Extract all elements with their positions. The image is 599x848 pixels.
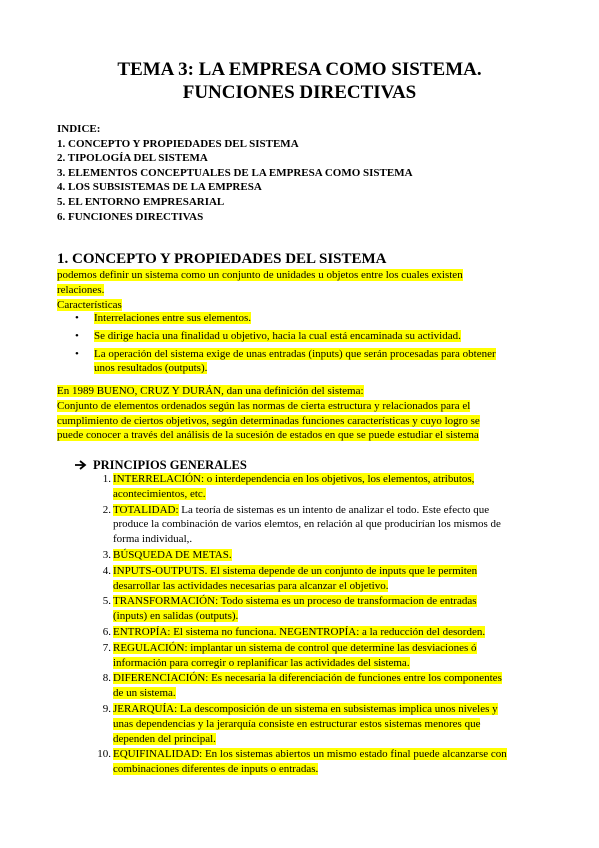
list-item: [57, 329, 547, 344]
list-item-text: unas dependencias y la jerarquía consiste en estructurar estos sistemas menores que: [113, 717, 481, 730]
list-item: [57, 564, 547, 594]
list-item-number: 5.: [102, 595, 111, 608]
list-item-number: 9.: [102, 702, 111, 715]
bullet-icon: •: [75, 347, 79, 360]
list-item-text: produce la combinación de varios elemtos, en relación al que producirían los mismos de: [113, 518, 501, 531]
title-line-2: FUNCIONES DIRECTIVAS: [182, 82, 417, 103]
list-item-text: información para corregir o replanificar las actividades del sistema.: [113, 656, 410, 669]
list-item: [57, 503, 547, 547]
list-item-text: EQUIFINALIDAD: En los sistemas abiertos un mismo estado final puede alcanzarse con: [113, 748, 507, 761]
definition-line: cumplimiento de ciertos objetivos, según determinadas funciones características y cuyo logro se: [57, 414, 480, 427]
list-item: [57, 594, 547, 624]
characteristics-list: [57, 311, 547, 379]
list-item-number: 6.: [102, 625, 111, 638]
definition-block: [57, 384, 547, 443]
list-item: [57, 641, 547, 671]
list-item-text: INTERRELACIÓN: o interdependencia en los objetivos, los elementos, atributos,: [113, 473, 475, 485]
bullet-icon: •: [75, 329, 79, 342]
list-item: [57, 472, 547, 502]
list-item-text: forma individual,.: [113, 533, 193, 546]
list-item: [57, 311, 547, 326]
list-item: [57, 671, 547, 701]
totalidad-term: TOTALIDAD:: [113, 503, 179, 516]
list-item-text: Se dirige hacia una finalidad u objetivo, hacia la cual está encaminada su actividad.: [94, 329, 461, 342]
totalidad-rest: La teoría de sistemas es un intento de analizar el todo. Este efecto que: [178, 503, 490, 516]
definition-line: Conjunto de elementos ordenados según las normas de cierta estructura y relacionados para el: [57, 399, 471, 412]
list-item-text: REGULACIÓN: implantar un sistema de control que determine las desviaciones ó: [113, 641, 477, 654]
list-item-number: 2.: [102, 503, 111, 516]
list-item: [57, 702, 547, 746]
definition-source: En 1989 BUENO, CRUZ Y DURÁN, dan una definición del sistema:: [57, 385, 364, 397]
list-item-text: INPUTS-OUTPUTS. El sistema depende de un conjunto de inputs que le permiten: [113, 564, 478, 577]
caracteristicas-label: Características: [57, 298, 122, 311]
section-intro: [57, 268, 547, 312]
list-item-number: 10.: [97, 748, 111, 761]
list-item-text: ENTROPÍA: El sistema no funciona. NEGENTROPÍA: a la reducción del desorden.: [113, 625, 486, 638]
list-item: [57, 347, 547, 377]
list-item-text: de un sistema.: [113, 687, 176, 700]
bullet-icon: •: [75, 312, 79, 324]
list-item-text: (inputs) en salidas (outputs).: [113, 610, 239, 623]
list-item-number: 7.: [102, 641, 111, 654]
index-item: 2. TIPOLOGÍA DEL SISTEMA: [57, 152, 208, 165]
list-item-text: JERARQUÍA: La descomposición de un sistema en subsistemas implica unos niveles y: [113, 702, 498, 715]
list-item-text: [113, 503, 547, 518]
intro-line: podemos definir un sistema como un conjunto de unidades u objetos entre los cuales existen: [57, 269, 463, 281]
definition-line: puede conocer a través del análisis de la sucesión de estados en que se puede estudiar el sistema: [57, 429, 479, 442]
list-item-text: DIFERENCIACIÓN: Es necesaria la diferenciación de funciones entre los componentes: [113, 672, 502, 685]
list-item-text: Interrelaciones entre sus elementos.: [94, 312, 251, 324]
list-item-text: La operación del sistema exige de unas entradas (inputs) que serán procesadas para obtener: [94, 347, 496, 360]
list-item-text: unos resultados (outputs).: [94, 362, 208, 375]
arrow-right-icon: [75, 457, 93, 473]
index-heading: INDICE:: [57, 123, 101, 135]
list-item-number: 8.: [102, 672, 111, 685]
title-line-1: TEMA 3: LA EMPRESA COMO SISTEMA.: [117, 59, 482, 80]
principios-list: [57, 472, 547, 778]
index-item: 4. LOS SUBSISTEMAS DE LA EMPRESA: [57, 181, 262, 194]
intro-line: relaciones.: [57, 283, 105, 296]
index-item: 3. ELEMENTOS CONCEPTUALES DE LA EMPRESA COMO SISTEMA: [57, 166, 413, 179]
list-item-text: desarrollar las actividades necesarias para alcanzar el objetivo.: [113, 579, 389, 592]
index-item: 6. FUNCIONES DIRECTIVAS: [57, 210, 204, 223]
list-item-text: TRANSFORMACIÓN: Todo sistema es un proceso de transformacion de entradas: [113, 595, 477, 608]
list-item-number: 4.: [102, 564, 111, 577]
index-item: 1. CONCEPTO Y PROPIEDADES DEL SISTEMA: [57, 137, 299, 150]
list-item-text: BÚSQUEDA DE METAS.: [113, 548, 232, 561]
principios-heading: [75, 457, 475, 473]
index-item: 5. EL ENTORNO EMPRESARIAL: [57, 195, 225, 208]
list-item: [57, 625, 547, 640]
list-item-text: acontecimientos, etc.: [113, 487, 206, 500]
list-item-text: dependen del principal.: [113, 732, 216, 745]
list-item-text: combinaciones diferentes de inputs o entradas.: [113, 763, 319, 776]
table-of-contents: [57, 122, 557, 224]
list-item-number: 1.: [102, 473, 111, 485]
section-heading: 1. CONCEPTO Y PROPIEDADES DEL SISTEMA: [57, 251, 387, 267]
list-item: [57, 548, 547, 563]
list-item: [57, 747, 547, 777]
principios-heading-text: PRINCIPIOS GENERALES: [93, 458, 247, 472]
document-title: [40, 58, 559, 104]
list-item-number: 3.: [102, 548, 111, 561]
